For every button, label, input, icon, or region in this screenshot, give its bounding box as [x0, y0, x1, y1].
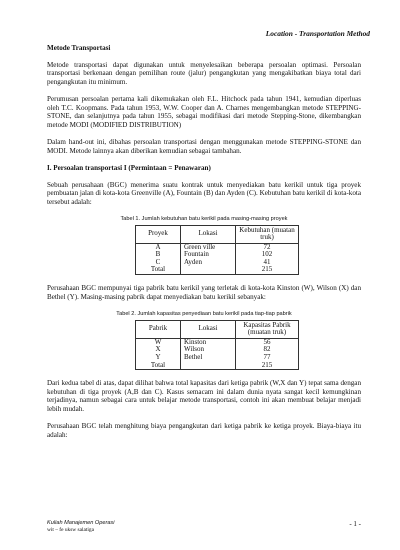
table-header-cell: Kebutuhan (muatan truk) [236, 225, 299, 243]
table-cell: 41 [236, 259, 299, 267]
paragraph-scope: Dalam hand-out ini, dibahas persoalan transportasi dengan menggunakan metode STEPPING-STONE dan MODI. Metode lainnya akan diberikan kemudian sebagai tambahan. [47, 138, 361, 155]
paragraph-intro: Metode transportasi dapat digunakan untuk menyelesaikan beberapa persoalan optimasi. Persoalan transportasi berkenaan dengan pemilihan route (jalur) pengangkutan yang mengakibatkan biaya total dari pengangkutan itu minimum. [47, 60, 361, 86]
table-header-cell: Lokasi [181, 225, 236, 243]
table-cell: 215 [236, 362, 299, 370]
table-header-row [136, 225, 299, 243]
subsection-heading: I. Persoalan transportasi I (Permintaan = Penawaran) [47, 164, 211, 172]
table-header-row [136, 320, 299, 338]
table-header-cell: Pabrik [136, 320, 181, 338]
table-total-row [136, 266, 299, 274]
table-cell: B [136, 251, 181, 259]
table-cell: Y [136, 354, 181, 362]
page-number: - 1 - [349, 520, 361, 528]
running-header: Location - Transportation Method [265, 29, 370, 38]
table-cell: Fountain [181, 251, 236, 259]
table-cell: Bethel [181, 354, 236, 362]
table-cell [181, 362, 236, 370]
table-cell: Wilson [181, 346, 236, 354]
table-cell: Total [136, 362, 181, 370]
paragraph-costs: Perusahaan BGC telah menghitung biaya pengangkutan dari ketiga pabrik ke ketiga proyek. Biaya-biaya itu adalah: [47, 422, 361, 439]
document-body [47, 44, 361, 448]
footer-course: Kuliah Manajemen Operasi [47, 520, 115, 526]
demand-table [135, 225, 299, 276]
paragraph-supply: Perusahaan BGC mempunyai tiga pabrik batu kerikil yang terletak di kota-kota Kinston (W), Wilson (X) dan Bethel (Y). Masing-masing pabrik dapat menyediakan batu kerikil sebanyak: [47, 284, 361, 301]
paragraph-history: Perumusan persoalan pertama kali dikemukakan oleh F.L. Hitchock pada tahun 1941, kemudian diperluas oleh T.C. Koopmans. Pada tahun 1953, W.W. Cooper dan A. Charnes mengembangkan metode STEPPING-STONE, dan selanjutnya pada tahun 1955, sebagai modifikasi dari metode Stepping-Stone, dikembangkan metode MODI (MODIFIED DISTRIBUTION) [47, 95, 361, 129]
table-cell: Kinston [181, 338, 236, 346]
capacity-table [135, 320, 299, 371]
table-cell: 102 [236, 251, 299, 259]
table-cell: Green ville [181, 243, 236, 251]
table-header-cell: Lokasi [181, 320, 236, 338]
table-cell: C [136, 259, 181, 267]
table-header-cell: Proyek [136, 225, 181, 243]
table-cell: 72 [236, 243, 299, 251]
paragraph-balance: Dari kedua tabel di atas, dapat dilihat bahwa total kapasitas dari ketiga pabrik (W,X dan Y) tepat sama dengan kebutuhan di tiga proyek (A,B dan C). Kasus semacam ini dalam dunia nyata sangat kecil kemungkinan terjadinya, namun sebagai cara untuk belajar metode transportasi, contoh ini akan membuat belajar menjadi lebih mudah. [47, 379, 361, 413]
footer-author: wit – fe uksw salatiga [47, 527, 95, 533]
table-cell: X [136, 346, 181, 354]
table-cell: 56 [236, 338, 299, 346]
paragraph-demand: Sebuah perusahaan (BGC) menerima suatu kontrak untuk menyediakan batu kerikil untuk tiga proyek pembuatan jalan di kota-kota Greenville (A), Fountain (B) dan Ayden (C). Kebutuhan batu kerikil di kota-kota tersebut adalah: [47, 180, 361, 206]
table-cell: Ayden [181, 259, 236, 267]
table-total-row [136, 362, 299, 370]
table-header-cell: Kapasitas Pabrik (muatan truk) [236, 320, 299, 338]
table-cell: 77 [236, 354, 299, 362]
page-footer [47, 520, 361, 534]
table-cell: Total [136, 266, 181, 274]
table-cell: 215 [236, 266, 299, 274]
table1-caption: Tabel 1. Jumlah kebutuhan batu kerikil pada masing-masing proyek [120, 216, 288, 222]
table-cell: W [136, 338, 181, 346]
section-heading: Metode Transportasi [47, 44, 111, 52]
table-cell: A [136, 243, 181, 251]
table-cell [181, 266, 236, 274]
table2-caption: Tabel 2. Jumlah kapasitas penyediaan batu kerikil pada tiap-tiap pabrik [116, 311, 292, 318]
table-cell: 82 [236, 346, 299, 354]
